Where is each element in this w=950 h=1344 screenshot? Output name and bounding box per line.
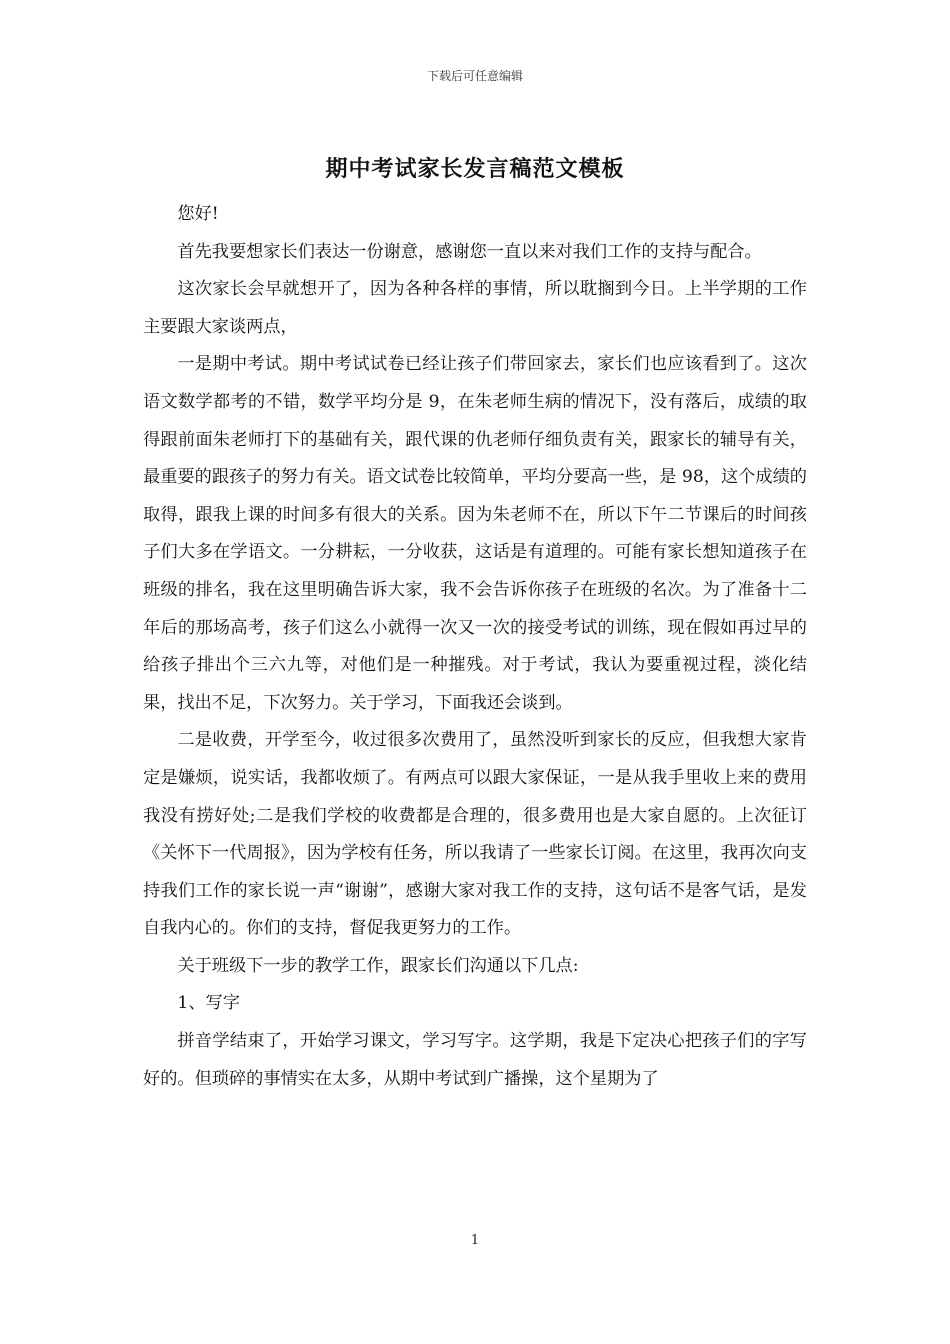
paragraph-greeting: 您好! bbox=[177, 204, 219, 224]
paragraph-fees: 二是收费，开学至今，收过很多次费用了，虽然没听到家长的反应，但我想大家肯定是嫌烦，说实话，我都收烦了。有两点可以跟大家保证，一是从我手里收上来的费用我没有捞好处;二是我们学校的收费都是合理的，很多费用也是大家自愿的。上次征订《关怀下一代周报》，因为学校有任务，所以我请了一些家长订阅。在这里，我再次向支持我们工作的家长说一声“谢谢”，感谢大家对我工作的支持，这句话不是客气话，是发自我内心的。你们的支持，督促我更努力的工作。 bbox=[143, 730, 807, 939]
paragraph-midterm-exam: 一是期中考试。期中考试试卷已经让孩子们带回家去，家长们也应该看到了。这次语文数学都考的不错，数学平均分是 9，在朱老师生病的情况下，没有落后，成绩的取得跟前面朱老师打下的基础有关，跟代课的仇老师仔细负责有关，跟家长的辅导有关，最重要的跟孩子的努力有关。语文试卷比较简单，平均分要高一些，是 98，这个成绩的取得，跟我上课的时间多有很大的关系。因为朱老师不在，所以下午二节课后的时间孩子们大多在学语文。一分耕耘，一分收获，这话是有道理的。可能有家长想知道孩子在班级的排名，我在这里明确告诉大家，我不会告诉你孩子在班级的名次。为了准备十二年后的那场高考，孩子们这么小就得一次又一次的接受考试的训练，现在假如再过早的给孩子排出个三六九等，对他们是一种摧残。对于考试，我认为要重视过程，淡化结果，找出不足，下次努力。关于学习，下面我还会谈到。 bbox=[143, 354, 807, 713]
paragraph-writing: 拼音学结束了，开始学习课文，学习写字。这学期，我是下定决心把孩子们的字写好的。但琐碎的事情实在太多，从期中考试到广播操，这个星期为了 bbox=[143, 1031, 807, 1089]
document-title: 期中考试家长发言稿范文模板 bbox=[325, 156, 625, 182]
header-note: 下载后可任意编辑 bbox=[426, 69, 523, 83]
paragraph-next-steps: 关于班级下一步的教学工作，跟家长们沟通以下几点: bbox=[177, 955, 579, 976]
section-heading-writing: 1、写字 bbox=[177, 993, 240, 1014]
page-number: 1 bbox=[470, 1233, 480, 1248]
paragraph-thanks: 首先我要想家长们表达一份谢意，感谢您一直以来对我们工作的支持与配合。 bbox=[177, 241, 762, 262]
document-body bbox=[143, 196, 807, 1098]
paragraph-intro: 这次家长会早就想开了，因为各种各样的事情，所以耽搁到今日。上半学期的工作主要跟大家谈两点， bbox=[143, 279, 807, 337]
